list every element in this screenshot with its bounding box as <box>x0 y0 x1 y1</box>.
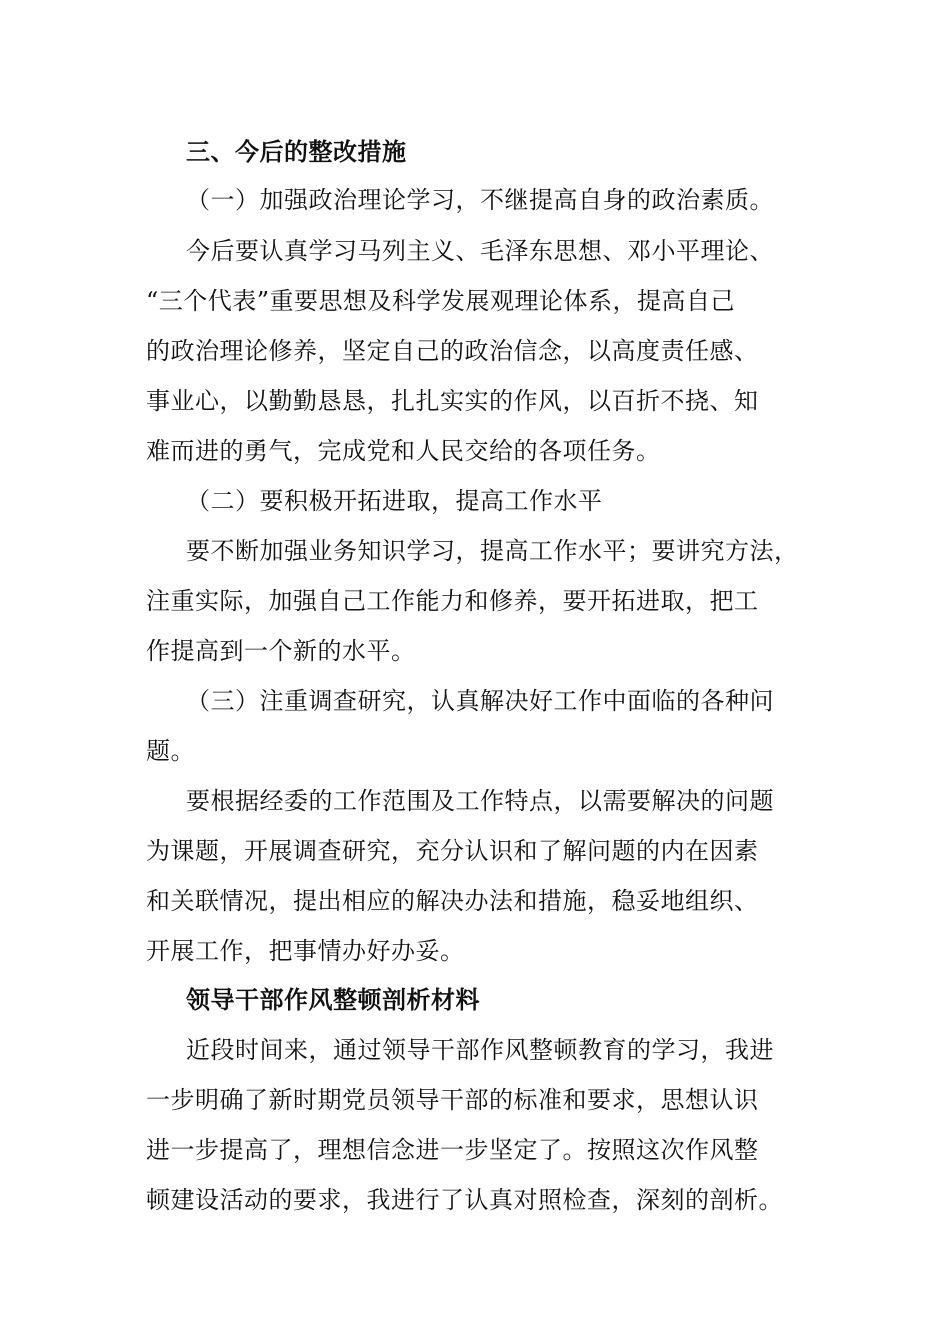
item1-line-1: 今后要认真学习马列主义、毛泽东思想、邓小平理论、 <box>186 237 774 265</box>
item2-line-1: 要不断加强业务知识学习，提高工作水平；要讲究方法， <box>186 537 799 565</box>
item1-title: （一）加强政治理论学习，不继提高自身的政治素质。 <box>186 186 774 214</box>
item3-line-1: 要根据经委的工作范围及工作特点，以需要解决的问题 <box>186 787 774 815</box>
item3-title-line-1: （三）注重调查研究，认真解决好工作中面临的各种问 <box>186 687 774 715</box>
item1-line-3: 的政治理论修养，坚定自己的政治信念，以高度责任感、 <box>146 337 759 365</box>
article-title: 领导干部作风整顿剖析材料 <box>186 986 480 1014</box>
item3-title-line-2: 题。 <box>146 737 195 765</box>
item1-line-2: “三个代表”重要思想及科学发展观理论体系，提高自己 <box>146 287 736 315</box>
item3-line-2: 为课题，开展调查研究，充分认识和了解问题的内在因素 <box>146 837 759 865</box>
item2-line-3: 作提高到一个新的水平。 <box>146 637 416 665</box>
item3-line-3: 和关联情况，提出相应的解决办法和措施，稳妥地组织、 <box>146 887 759 915</box>
item3-line-4: 开展工作，把事情办好办妥。 <box>146 937 465 965</box>
item2-line-2: 注重实际，加强自己工作能力和修养，要开拓进取，把工 <box>146 587 759 615</box>
item1-line-4: 事业心，以勤勤恳恳，扎扎实实的作风，以百折不挠、知 <box>146 387 759 415</box>
item2-title: （二）要积极开拓进取，提高工作水平 <box>186 487 603 515</box>
article-line-2: 一步明确了新时期党员领导干部的标准和要求，思想认识 <box>146 1086 759 1114</box>
section-heading: 三、今后的整改措施 <box>186 138 407 166</box>
item1-line-5: 难而进的勇气，完成党和人民交给的各项任务。 <box>146 437 661 465</box>
article-line-4: 顿建设活动的要求，我进行了认真对照检查，深刻的剖析。 <box>146 1186 783 1214</box>
article-line-1: 近段时间来，通过领导干部作风整顿教育的学习，我进 <box>186 1036 774 1064</box>
article-line-3: 进一步提高了，理想信念进一步坚定了。按照这次作风整 <box>146 1136 759 1164</box>
